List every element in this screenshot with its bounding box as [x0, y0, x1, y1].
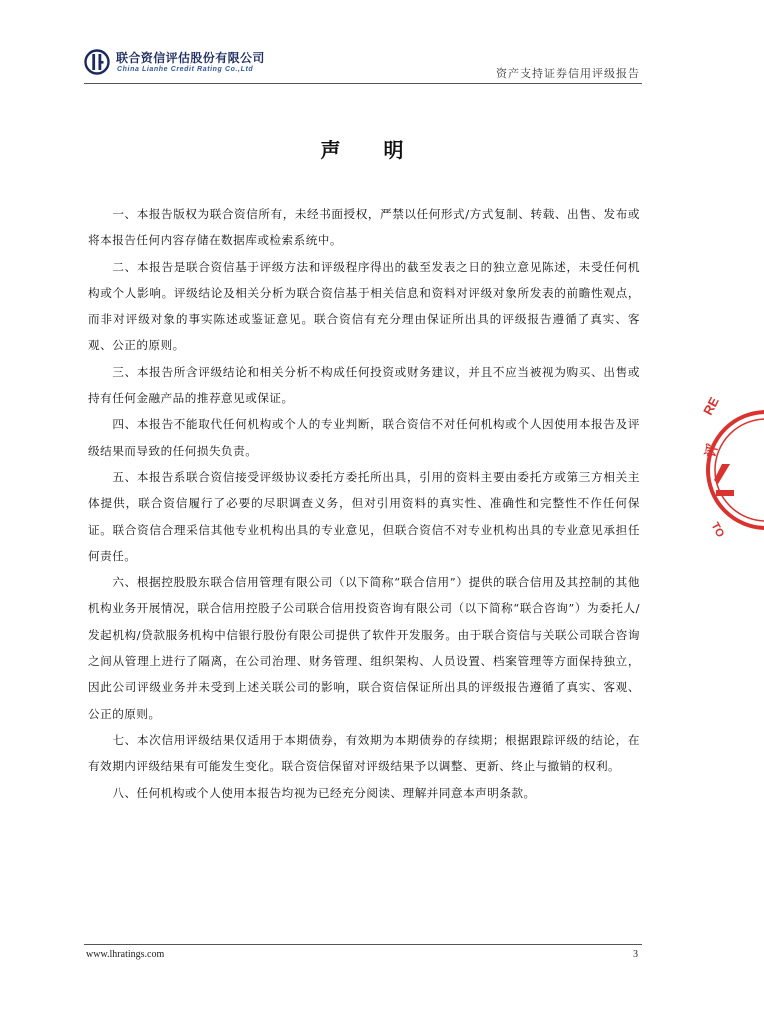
statement-paragraph-5: 五、本报告系联合资信接受评级协议委托方委托所出具，引用的资料主要由委托方或第三方相关主体提供，联合资信履行了必要的尽职调查义务，但对引用资料的真实性、准确性和完整性不作任何保证。联合资信合理采信其他专业机构出具的专业意见，但联合资信不对专业机构出具的专业意见承担任何责任。	[88, 469, 640, 563]
statement-paragraph-8: 八、任何机构或个人使用本报告均视为已经充分阅读、理解并同意本声明条款。	[112, 785, 536, 800]
footer-divider	[84, 944, 642, 945]
lianhe-logo-icon	[84, 49, 110, 75]
company-name-en: China Lianhe Credit Rating Co.,Ltd	[117, 66, 254, 73]
header-divider	[84, 83, 642, 84]
statement-paragraph-6: 六、根据控股股东联合信用管理有限公司（以下简称“联合信用”）提供的联合信用及其控制的其他机构业务开展情况，联合信用控股子公司联合信用投资咨询有限公司（以下简称“联合咨询”）为委托人/发起机构/贷款服务机构中信银行股份有限公司提供了软件开发服务。由于联合资信与关联公司联合咨询之间从管理上进行了隔离，在公司治理、财务管理、组织架构、人员设置、档案管理等方面保持独立，因此公司评级业务并未受到上述关联公司的影响，联合资信保证所出具的评级报告遵循了真实、客观、公正的原则。	[88, 575, 640, 721]
statement-paragraph-7: 七、本次信用评级结果仅适用于本期债券，有效期为本期债券的存续期；根据跟踪评级的结论，在有效期内评级结果有可能发生变化。联合资信保留对评级结果予以调整、更新、终止与撤销的权利。	[88, 732, 640, 774]
svg-text:评: 评	[703, 442, 722, 459]
report-type-title: 资产支持证券信用评级报告	[496, 67, 640, 80]
statement-paragraph-2: 二、本报告是联合资信基于评级方法和评级程序得出的截至发表之日的独立意见陈述，未受任何机构或个人影响。评级结论及相关分析为联合资信基于相关信息和资料对评级对象所发表的前瞻性观点，而非对评级对象的事实陈述或鉴证意见。联合资信有充分理由保证所出具的评级报告遵循了真实、客观、公正的原则。	[88, 259, 640, 353]
page-number: 3	[633, 949, 638, 960]
svg-text:TO: TO	[708, 520, 727, 540]
company-logo	[84, 49, 284, 81]
statement-paragraph-1: 一、本报告版权为联合资信所有，未经书面授权，严禁以任何形式/方式复制、转载、出售、发布或将本报告任何内容存储在数据库或检索系统中。	[88, 207, 640, 248]
svg-text:RE: RE	[700, 394, 722, 418]
statement-paragraph-4: 四、本报告不能取代任何机构或个人的专业判断，联合资信不对任何机构或个人因使用本报告及评级结果而导致的任何损失负责。	[88, 417, 640, 458]
page-title: 声 明	[320, 138, 422, 162]
footer-website-link[interactable]: www.lhratings.com	[86, 949, 165, 960]
statement-body	[88, 201, 640, 806]
page-header	[84, 45, 642, 85]
company-name-cn: 联合资信评估股份有限公司	[116, 51, 265, 65]
company-seal-stamp	[700, 380, 764, 560]
statement-paragraph-3: 三、本报告所含评级结论和相关分析不构成任何投资或财务建议，并且不应当被视为购买、出售或持有任何金融产品的推荐意见或保证。	[88, 364, 640, 406]
